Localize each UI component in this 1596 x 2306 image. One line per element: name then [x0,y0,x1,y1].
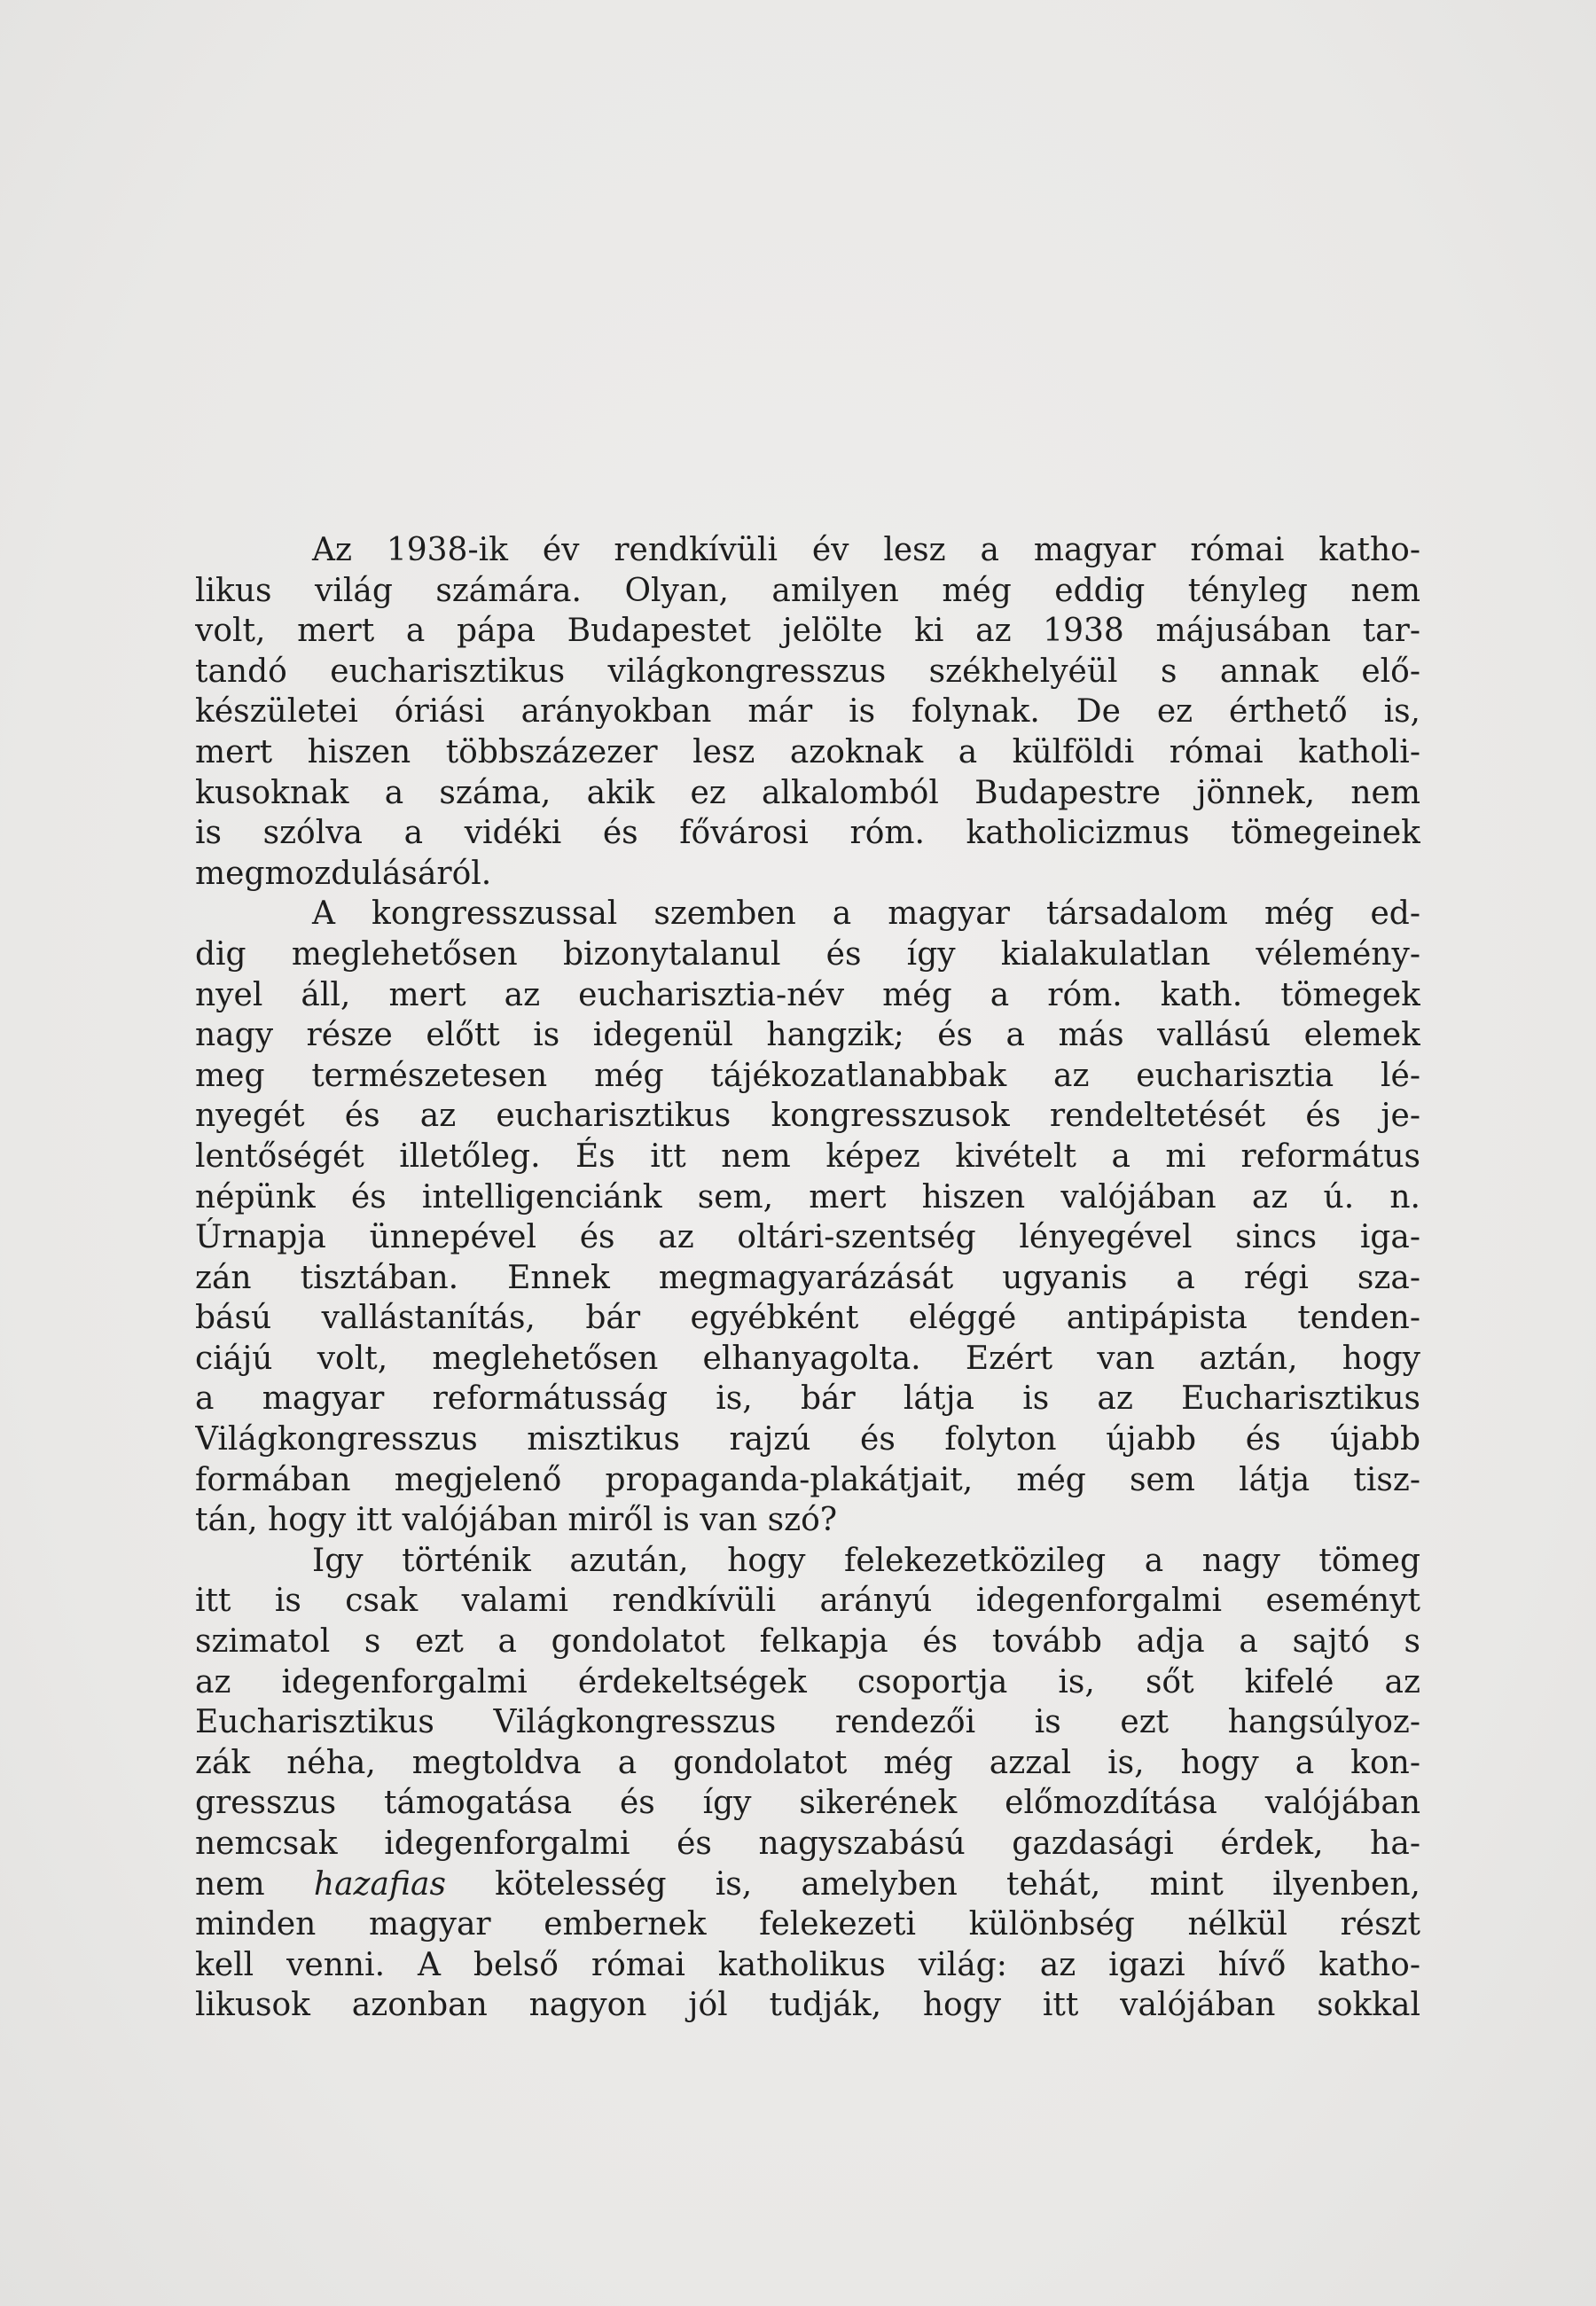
text-line: szimatol s ezt a gondolatot felkapja és tovább adja a sajtó s [195,1623,1420,1661]
text-line: nemcsak idegenforgalmi és nagyszabású gazdasági érdek, ha- [195,1825,1420,1862]
text-line: tandó eucharisztikus világkongresszus székhelyéül s annak elő- [195,653,1420,690]
text-line: kusoknak a száma, akik ez alkalomból Budapestre jönnek, nem [195,774,1420,811]
text-line: likus világ számára. Olyan, amilyen még eddig tényleg nem [195,572,1420,609]
text-line: zán tisztában. Ennek megmagyarázását ugyanis a régi sza- [195,1259,1420,1296]
text-line: mert hiszen többszázezer lesz azoknak a külföldi római katholi- [195,733,1420,770]
text-line: tán, hogy itt valójában miről is van szó? [195,1502,838,1539]
text-line: gresszus támogatása és így sikerének előmozdítása valójában [195,1785,1420,1822]
text-line: is szólva a vidéki és fővárosi róm. katholicizmus tömegeinek [195,815,1420,852]
text-line: az idegenforgalmi érdekeltségek csoportja is, sőt kifelé az [195,1663,1420,1700]
italic-emphasis: hazafias [313,1865,446,1903]
text-line: formában megjelenő propaganda-plakátjait, még sem látja tisz- [195,1461,1420,1498]
text-line: Igy történik azután, hogy felekezetközileg a nagy tömeg [312,1542,1420,1579]
text-line: bású vallástanítás, bár egyébként eléggé antipápista tenden- [195,1300,1420,1337]
text-line: lentőségét illetőleg. És itt nem képez kivételt a mi református [195,1137,1420,1175]
text-line: Úrnapja ünnepével és az oltári-szentség lényegével sincs iga- [195,1219,1420,1256]
text-line: nagy része előtt is idegenül hangzik; és a más vallású elemek [195,1017,1420,1054]
text-line: nyel áll, mert az eucharisztia-név még a róm. kath. tömegek [195,976,1420,1013]
text-line: A kongresszussal szemben a magyar társadalom még ed- [312,895,1420,933]
text-line: népünk és intelligenciánk sem, mert hiszen valójában az ú. n. [195,1178,1420,1216]
text-line: Eucharisztikus Világkongresszus rendezői is ezt hangsúlyoz- [195,1704,1420,1741]
text-line: ciájú volt, meglehetősen elhanyagolta. Ezért van aztán, hogy [195,1340,1420,1377]
text-line: itt is csak valami rendkívüli arányú idegenforgalmi eseményt [195,1583,1420,1620]
text-line: kell venni. A belső római katholikus világ: az igazi hívő katho- [195,1946,1420,1983]
text-line: készületei óriási arányokban már is folynak. De ez érthető is, [195,693,1420,731]
text-line: a magyar reformátusság is, bár látja is az Eucharisztikus [195,1380,1420,1418]
text-line: nyegét és az eucharisztikus kongresszusok rendeltetését és je- [195,1098,1420,1135]
text-line: minden magyar embernek felekezeti különbség nélkül részt [195,1906,1420,1943]
text-line: dig meglehetősen bizonytalanul és így kialakulatlan vélemény- [195,935,1420,973]
text-line: Világkongresszus misztikus rajzú és folyton újabb és újabb [195,1421,1420,1458]
text-line: Az 1938-ik év rendkívüli év lesz a magyar római katho- [312,532,1420,568]
text-line: zák néha, megtoldva a gondolatot még azzal is, hogy a kon- [195,1744,1420,1781]
text-word: nem [195,1865,265,1903]
text-line: megmozdulásáról. [195,855,492,892]
text-word: kötelesség is, amelyben tehát, mint ilyenben, [495,1865,1420,1903]
text-line: likusok azonban nagyon jól tudják, hogy itt valójában sokkal [195,1987,1420,2024]
text-line: volt, mert a pápa Budapestet jelölte ki az 1938 májusában tar- [195,613,1420,650]
body-text [195,530,1420,2026]
text-line: meg természetesen még tájékozatlanabbak az eucharisztia lé- [195,1057,1420,1094]
text-line [195,1864,1420,1905]
